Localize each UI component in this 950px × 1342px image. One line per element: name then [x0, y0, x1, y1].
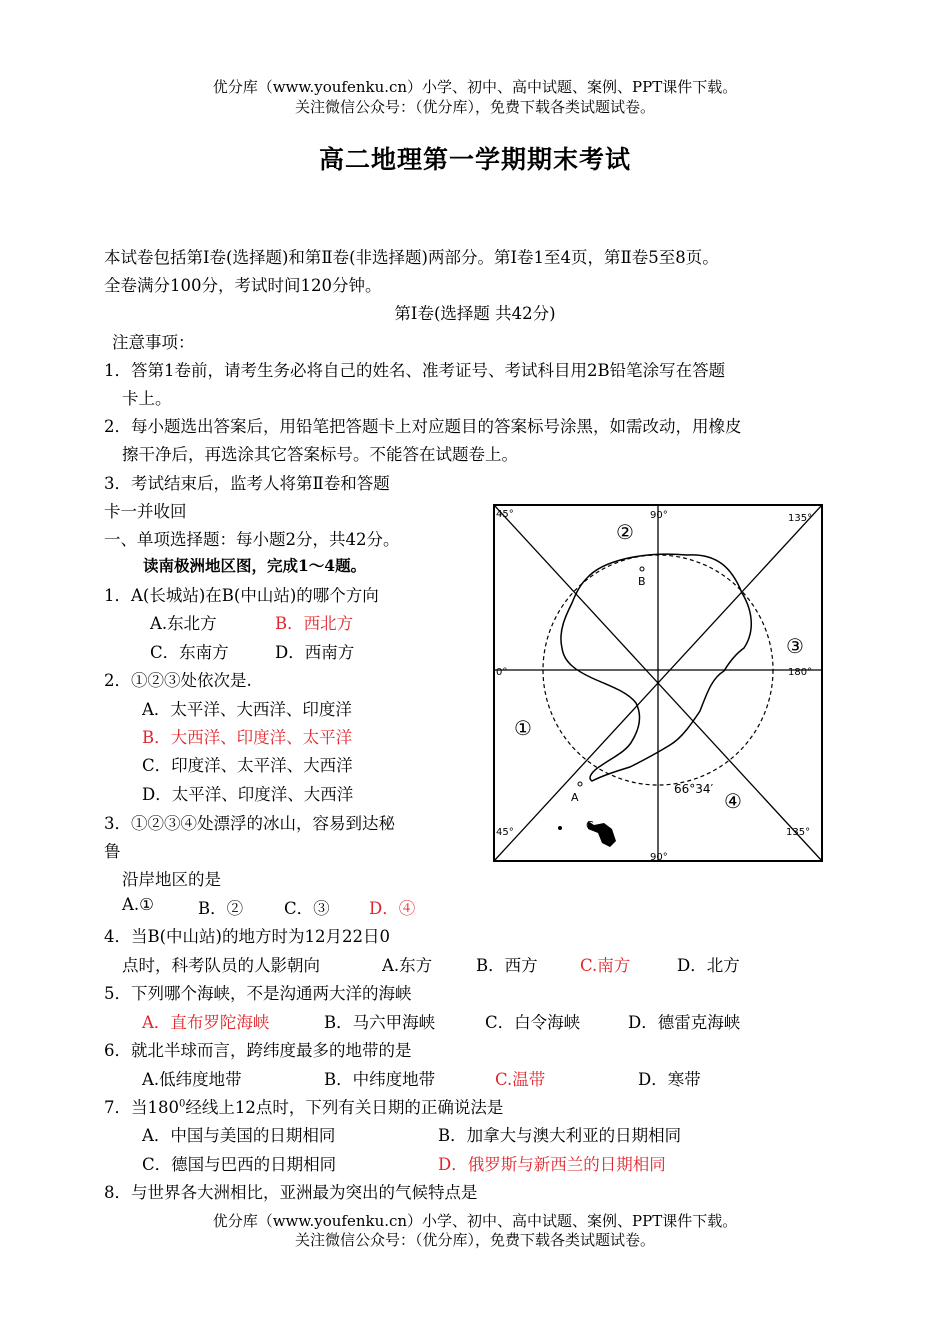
header-line-2: 关注微信公众号：（优分库），免费下载各类试题试卷。 [294, 98, 655, 116]
q7-stem-post: 经线上12点时，下列有关日期的正确说法是 [185, 1098, 504, 1117]
q3-option-d: D．④ [369, 899, 416, 918]
label-left-0: 0° [496, 667, 508, 678]
section-heading: 第Ⅰ卷(选择题 共42分) [394, 304, 556, 323]
q3-option-a: A.① [122, 895, 154, 914]
q1-option-a: A.东北方 [150, 614, 217, 633]
q4-stem-cont: 点时，科考队员的人影朝向 [122, 956, 320, 975]
intro-line-2: 全卷满分100分，考试时间120分钟。 [104, 276, 382, 295]
label-c: C [586, 819, 594, 832]
q3-stem: 3．①②③④处漂浮的冰山，容易到达秘 [104, 814, 395, 833]
label-ocean-1: ① [514, 716, 532, 740]
q3-stem-cont: 沿岸地区的是 [122, 870, 221, 889]
page-title: 高二地理第一学期期末考试 [318, 145, 631, 174]
intro-line-1: 本试卷包括第I卷(选择题)和第Ⅱ卷(非选择题)两部分。第Ⅰ卷1至4页，第Ⅱ卷5至8页。 [104, 248, 719, 267]
label-antarctic-circle: 66°34′ [674, 782, 714, 796]
footer-line-2: 关注微信公众号：（优分库），免费下载各类试题试卷。 [294, 1231, 655, 1249]
label-top-90: 90° [650, 510, 668, 521]
q1-option-c: C．东南方 [150, 643, 229, 662]
q4-option-c: C.南方 [580, 956, 631, 975]
q6-option-a: A.低纬度地带 [142, 1070, 242, 1089]
station-a-marker [578, 782, 582, 786]
label-ocean-2: ② [616, 520, 634, 544]
q4-option-d: D．北方 [677, 956, 740, 975]
label-b: B [638, 575, 646, 588]
q1-option-b: B．西北方 [275, 614, 354, 633]
q6-stem: 6．就北半球而言，跨纬度最多的地带的是 [104, 1041, 412, 1060]
q5-option-a: A．直布罗陀海峡 [142, 1013, 270, 1032]
label-ocean-3: ③ [786, 634, 804, 658]
note-line: 2．每小题选出答案后，用铅笔把答题卡上对应题目的答案标号涂黑，如需改动，用橡皮 [104, 417, 742, 436]
map-prompt: 读南极洲地区图，完成1～4题。 [143, 556, 367, 575]
station-b-marker [640, 567, 644, 571]
q2-option-a: A．太平洋、大西洋、印度洋 [142, 700, 352, 719]
q5-option-b: B．马六甲海峡 [324, 1013, 436, 1032]
label-corner-bl: 45° [496, 827, 514, 838]
q5-option-d: D．德雷克海峡 [628, 1013, 741, 1032]
note-line: 卡一并收回 [104, 502, 187, 521]
q7-option-c: C．德国与巴西的日期相同 [142, 1155, 337, 1174]
q4-option-b: B．西方 [476, 956, 538, 975]
q3-stem-cont: 鲁 [104, 842, 121, 861]
q5-stem: 5．下列哪个海峡，不是沟通两大洋的海峡 [104, 984, 412, 1003]
q7-stem-pre: 7．当180 [104, 1098, 179, 1117]
q7-option-a: A．中国与美国的日期相同 [142, 1126, 336, 1145]
q2-stem: 2．①②③处依次是. [104, 671, 252, 690]
antarctica-map [492, 503, 824, 863]
label-corner-tl: 45° [496, 509, 514, 520]
q3-option-c: C．③ [284, 899, 330, 918]
q1-stem: 1．A(长城站)在B(中山站)的哪个方向 [104, 586, 379, 605]
label-bottom-90: 90° [650, 852, 668, 863]
label-ocean-4: ④ [724, 789, 742, 813]
label-a: A [571, 791, 579, 804]
q8-stem: 8．与世界各大洲相比，亚洲最为突出的气候特点是 [104, 1183, 478, 1202]
q7-stem-sup: 0 [179, 1098, 186, 1110]
q2-option-c: C．印度洋、太平洋、大西洋 [142, 756, 353, 775]
q6-option-c: C.温带 [495, 1070, 546, 1089]
notice-title: 注意事项： [112, 333, 195, 352]
q7-option-b: B．加拿大与澳大利亚的日期相同 [438, 1126, 682, 1145]
part1-heading: 一、单项选择题：每小题2分，共42分。 [104, 530, 400, 549]
island-dot [558, 826, 562, 830]
note-line: 卡上。 [122, 389, 172, 408]
q7-stem [104, 1094, 503, 1118]
note-line: 1．答第1卷前，请考生务必将自己的姓名、准考证号、考试科目用2B铅笔涂写在答题 [104, 361, 726, 380]
header-line-1: 优分库（www.youfenku.cn）小学、初中、高中试题、案例、PPT课件下载。 [212, 78, 738, 96]
q4-option-a: A.东方 [382, 956, 433, 975]
q7-option-d: D．俄罗斯与新西兰的日期相同 [438, 1155, 666, 1174]
q4-stem: 4．当B(中山站)的地方时为12月22日0 [104, 927, 390, 946]
q6-option-d: D．寒带 [638, 1070, 701, 1089]
label-right-180: 180° [788, 667, 813, 678]
q2-option-b: B．大西洋、印度洋、太平洋 [142, 728, 353, 747]
q2-option-d: D．太平洋、印度洋、大西洋 [142, 785, 354, 804]
label-corner-tr: 135° [788, 513, 813, 524]
footer-line-1: 优分库（www.youfenku.cn）小学、初中、高中试题、案例、PPT课件下载。 [212, 1212, 738, 1230]
q6-option-b: B．中纬度地带 [324, 1070, 436, 1089]
note-line: 擦干净后，再选涂其它答案标号。不能答在试题卷上。 [122, 445, 518, 464]
label-corner-br: 135° [786, 827, 811, 838]
antarctica-coastline [561, 554, 751, 781]
note-line: 3．考试结束后，监考人将第Ⅱ卷和答题 [104, 474, 390, 493]
q1-option-d: D．西南方 [275, 643, 355, 662]
q5-option-c: C．白令海峡 [485, 1013, 581, 1032]
q3-option-b: B．② [198, 899, 244, 918]
